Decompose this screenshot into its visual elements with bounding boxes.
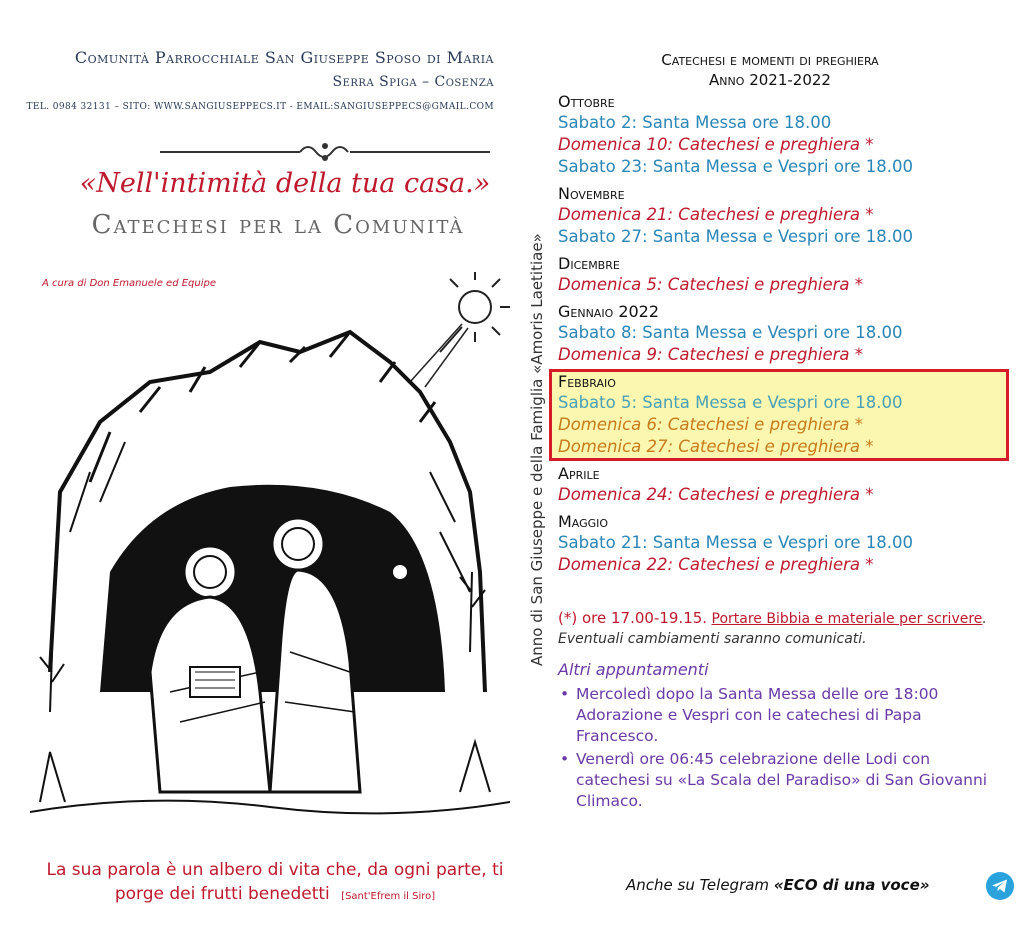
schedule-entry: Domenica 10: Catechesi e preghiera * [558,135,874,154]
footnote-lead: (*) ore 17.00-19.15. [558,609,708,627]
quote-source: [Sant'Efrem il Siro] [341,891,436,902]
footnote-link[interactable]: Portare Bibbia e materiale per scrivere [711,611,983,627]
month-name: Febbraio [558,372,616,391]
curator-note: A cura di Don Emanuele ed Equipe [42,278,216,289]
schedule-entry: Sabato 5: Santa Messa e Vespri ore 18.00 [558,393,903,412]
telegram-line [626,876,930,894]
ornament-divider [160,140,490,164]
sub-title: Catechesi per la Comunità [91,210,465,240]
month-block [558,302,998,366]
schedule-entry: Sabato 2: Santa Messa ore 18.00 [558,113,832,132]
schedule-entry: Sabato 23: Santa Messa e Vespri ore 18.00 [558,157,913,176]
schedule-entry: Domenica 22: Catechesi e preghiera * [558,555,874,574]
main-title: «Nell'intimità della tua casa.» [79,168,491,199]
month-name: Novembre [558,184,625,203]
schedule-entry: Domenica 5: Catechesi e preghiera * [558,275,864,294]
telegram-channel[interactable]: «ECO di una voce» [773,876,930,894]
schedule-entry: Sabato 8: Santa Messa e Vespri ore 18.00 [558,323,903,342]
list-item: • Venerdì ore 06:45 celebrazione delle Lodi con catechesi su «La Scala del Paradiso» di San Giovanni Climaco. [560,749,1000,812]
footnote-rest: . Eventuali cambiamenti saranno comunicati. [558,611,987,647]
month-name: Ottobre [558,92,615,111]
month-name: Aprile [558,464,600,483]
schedule-entry: Domenica 27: Catechesi e preghiera * [558,437,874,456]
org-place: Serra Spiga – Cosenza [332,74,494,90]
telegram-icon[interactable] [986,872,1014,900]
schedule-title-line2: Anno 2021-2022 [709,71,831,89]
list-item: • Mercoledì dopo la Santa Messa delle ore 18:00 Adorazione e Vespri con le catechesi di Papa Francesco. [560,684,1000,747]
schedule-entry: Sabato 21: Santa Messa e Vespri ore 18.00 [558,533,913,552]
org-name: Comunità Parrocchiale San Giuseppe Sposo di Maria [74,48,494,67]
month-block [558,464,998,506]
schedule-list [558,92,998,576]
month-block [558,184,998,248]
schedule-entry: Domenica 9: Catechesi e preghiera * [558,345,864,364]
schedule-entry: Domenica 24: Catechesi e preghiera * [558,485,874,504]
month-name: Gennaio 2022 [558,302,660,321]
org-contacts: TEL. 0984 32131 – SITO: WWW.SANGIUSEPPECS.IT - EMAIL:SANGIUSEPPECS@GMAIL.COM [26,102,494,112]
month-block [558,512,998,576]
month-name: Dicembre [558,254,620,273]
quote [40,858,510,909]
month-block [558,254,998,296]
quote-text: La sua parola è un albero di vita che, da ogni parte, ti porge dei frutti benedetti [46,860,504,904]
schedule-title [560,50,980,90]
schedule-entry: Domenica 21: Catechesi e preghiera * [558,205,874,224]
schedule-entry: Sabato 27: Santa Messa e Vespri ore 18.00 [558,227,913,246]
month-name: Maggio [558,512,609,531]
month-block-highlighted [552,372,1006,458]
icon-illustration [30,272,510,832]
schedule-entry: Domenica 6: Catechesi e preghiera * [558,415,864,434]
telegram-prefix: Anche su Telegram [626,876,774,894]
footnote [558,608,998,649]
other-appointments-title: Altri appuntamenti [558,660,709,679]
month-block [558,92,998,178]
vertical-year-label: Anno di San Giuseppe e della Famiglia «Amoris Laetitiae» [528,233,546,666]
schedule-title-line1: Catechesi e momenti di preghiera [661,51,879,69]
other-appointments-list [560,684,1000,814]
